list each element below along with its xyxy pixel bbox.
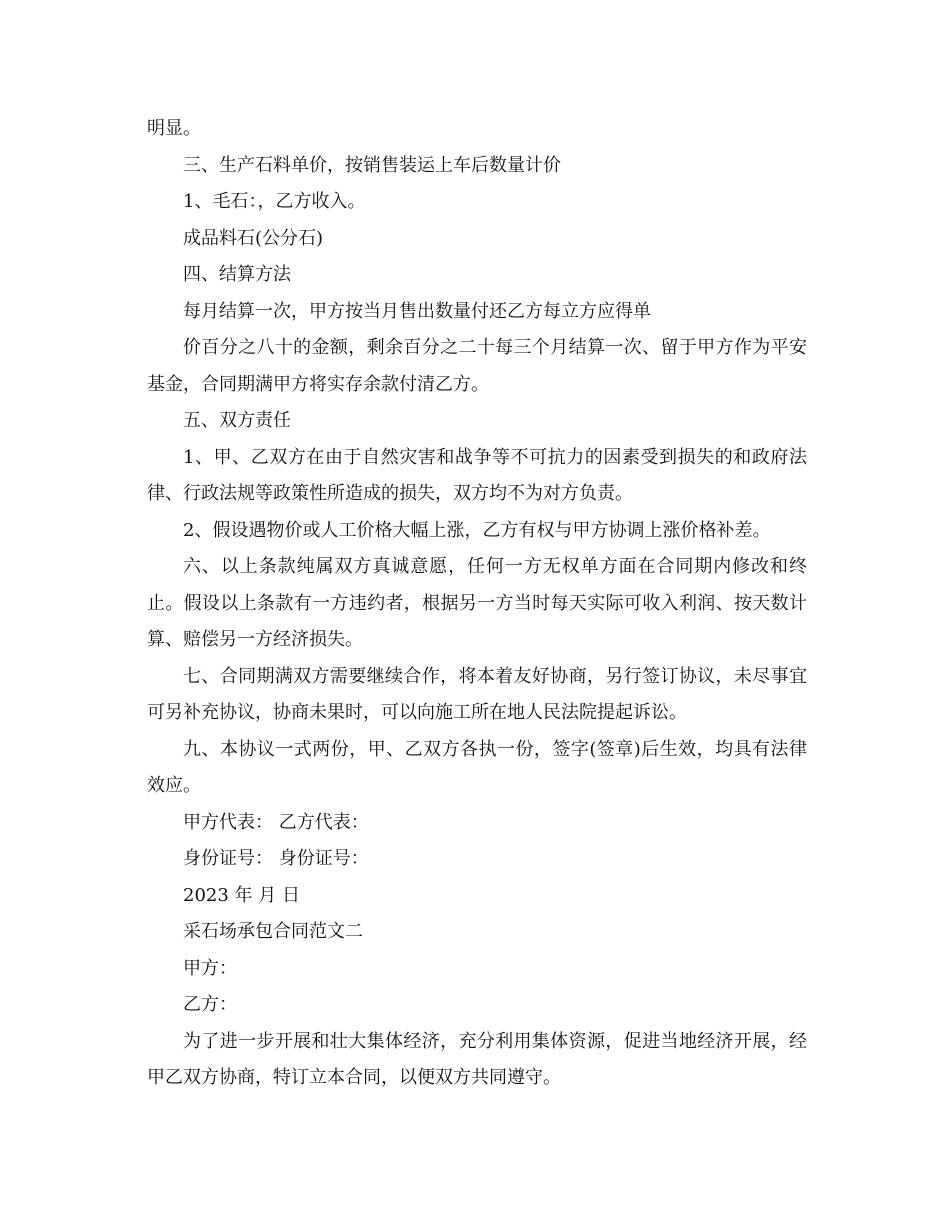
preamble-paragraph: 为了进一步开展和壮大集体经济，充分利用集体资源，促进当地经济开展，经甲乙双方协商，特订立本合同，以便双方共同遵守。 [147, 1030, 807, 1088]
section-6-paragraph: 六、以上条款纯属双方真诚意愿，任何一方无权单方面在合同期内修改和终止。假设以上条款有一方违约者，根据另一方当时每天实际可收入利润、按天数计算、赔偿另一方经济损失。 [147, 556, 807, 650]
section-7-paragraph: 七、合同期满双方需要继续合作，将本着友好协商，另行签订协议，未尽事宜可另补充协议，协商未果时，可以向施工所在地人民法院提起诉讼。 [147, 665, 807, 723]
representatives-line: 甲方代表： 乙方代表： [183, 811, 369, 833]
id-number-line: 身份证号： 身份证号： [183, 848, 369, 869]
section-4-heading: 四、结算方法 [183, 264, 291, 285]
party-b-line: 乙方： [183, 994, 237, 1015]
document-body [147, 111, 807, 1097]
item-rubble-stone: 1、毛石：，乙方收入。 [183, 191, 366, 212]
responsibility-item-2: 2、假设遇物价或人工价格大幅上涨，乙方有权与甲方协调上涨价格补差。 [183, 519, 771, 541]
settlement-paragraph-1: 每月结算一次，甲方按当月售出数量付还乙方每立方应得单 [183, 300, 651, 322]
item-finished-stone: 成品料石(公分石) [183, 227, 324, 249]
section-9-paragraph: 九、本协议一式两份，甲、乙双方各执一份，签字(签章)后生效，均具有法律效应。 [147, 738, 807, 796]
party-a-line: 甲方： [183, 957, 237, 979]
section-5-heading: 五、双方责任 [183, 410, 291, 431]
settlement-paragraph-2: 价百分之八十的金额，剩余百分之二十每三个月结算一次、留于甲方作为平安基金，合同期满甲方将实存余款付清乙方。 [147, 337, 807, 395]
date-line: 2023 年 月 日 [183, 884, 300, 906]
responsibility-item-1: 1、甲、乙双方在由于自然灾害和战争等不可抗力的因素受到损失的和政府法律、行政法规等政策性所造成的损失，双方均不为对方负责。 [147, 446, 807, 504]
section-3-heading: 三、生产石料单价，按销售装运上车后数量计价 [183, 154, 561, 176]
contract-2-title: 采石场承包合同范文二 [183, 921, 363, 942]
paragraph-continuation: 明显。 [147, 118, 201, 139]
